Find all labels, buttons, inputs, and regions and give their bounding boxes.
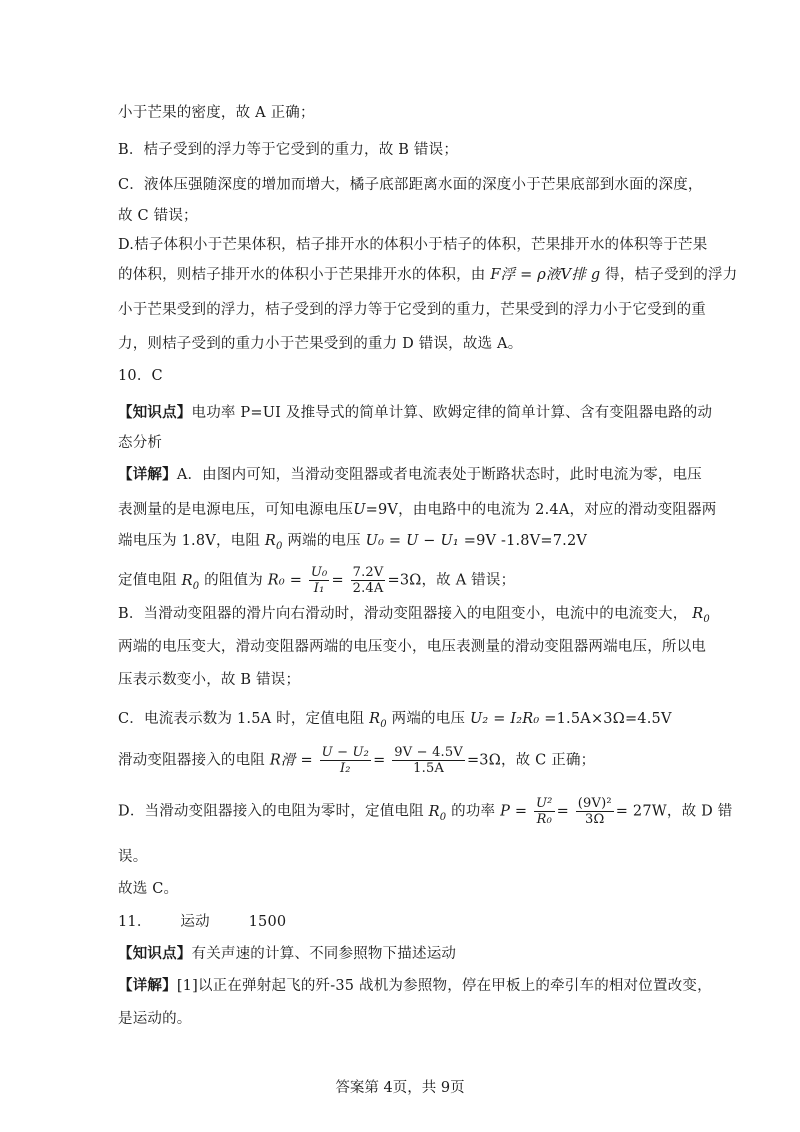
fraction-numerator: U − U₂ xyxy=(321,745,370,760)
text-line xyxy=(118,533,698,552)
text-span: [1]以正在弹射起飞的歼-35 战机为参照物，停在甲板上的牵引车的相对位置改变， xyxy=(176,978,712,994)
math-symbol xyxy=(692,606,710,625)
fraction xyxy=(351,566,386,595)
text-line: 小于芒果的密度，故 A 正确； xyxy=(118,105,315,121)
text-line xyxy=(118,915,698,930)
answer-1: 运动 xyxy=(180,914,210,930)
math-symbol-text: R xyxy=(369,711,381,727)
math-symbol xyxy=(264,533,283,552)
question-number: 10．C xyxy=(118,368,163,384)
math-expression: R滑 = xyxy=(269,752,313,769)
text-span: =9V -1.8V=7.2V xyxy=(463,533,588,549)
text-line: 态分析 xyxy=(118,435,163,451)
text-line xyxy=(118,502,717,518)
fraction-numerator: U² xyxy=(536,796,553,811)
text-line: 故 C 错误； xyxy=(118,208,198,224)
fraction-denominator: 3Ω xyxy=(585,812,605,827)
text-line: D.桔子体积小于芒果体积，桔子排开水的体积小于桔子的体积，芒果排开水的体积等于芒果 xyxy=(118,237,708,253)
math-expression: P = xyxy=(500,803,528,820)
text-span: D．当滑动变阻器接入的电阻为零时，定值电阻 xyxy=(118,803,424,820)
text-span: 两端的电压 xyxy=(391,711,466,727)
fraction-numerator: 7.2V xyxy=(352,565,384,580)
text-line: 两端的电压变大，滑动变阻器两端的电压变小，电压表测量的滑动变阻器两端电压，所以电 xyxy=(118,639,706,655)
text-line: 误。 xyxy=(118,849,148,865)
fraction-denominator: 2.4A xyxy=(352,581,384,596)
math-symbol xyxy=(428,803,447,823)
text-line xyxy=(118,404,713,421)
math-symbol: U xyxy=(353,502,366,518)
text-line: 是运动的。 xyxy=(118,1011,192,1027)
text-span: 的阻值为 xyxy=(204,572,263,589)
fraction xyxy=(392,746,465,775)
subscript: 0 xyxy=(703,613,710,625)
buoyancy-formula: F浮 = ρ液V排 g xyxy=(490,267,601,283)
text-line: 力，则桔子受到的重力小于芒果受到的重力 D 错误，故选 A。 xyxy=(118,336,523,352)
text-span: 得，桔子受到的浮力 xyxy=(605,267,738,283)
text-line: B．桔子受到的浮力等于它受到的重力，故 B 错误； xyxy=(118,142,459,158)
knowledge-label: 【知识点】 xyxy=(118,404,192,421)
text-line: 滑动变阻器接入的电阻 R滑 = $\frac{\text{U − U₂}}{\text{I₂}}$ = $\frac{9V - 4.5V}{1.5A}$ =3Ω，故 C 正确； xyxy=(118,745,596,776)
fraction xyxy=(309,566,330,595)
text-line xyxy=(118,606,710,625)
text-span: =3Ω，故 C 正确； xyxy=(466,752,596,769)
fraction-numerator: U₀ xyxy=(310,565,328,580)
text-span: =1.5A×3Ω=4.5V xyxy=(544,711,672,727)
math-symbol-text: R xyxy=(264,533,276,549)
page-footer: 答案第 4页，共 9页 xyxy=(335,1080,465,1096)
text-line xyxy=(118,466,702,483)
text-line: 故选 C。 xyxy=(118,881,179,897)
text-span: =3Ω，故 A 错误； xyxy=(387,572,516,589)
fraction xyxy=(576,797,614,826)
fraction xyxy=(534,797,555,826)
subscript: 0 xyxy=(380,718,387,730)
math-symbol-text: R xyxy=(428,803,440,820)
answer-2: 1500 xyxy=(248,914,287,930)
math-symbol xyxy=(369,711,387,730)
math-expression: R₀ = xyxy=(267,572,303,589)
subscript: 0 xyxy=(192,580,200,592)
text-span: 两端的电压 xyxy=(287,533,361,549)
text-span: 电功率 P=UI 及推导式的简单计算、欧姆定律的简单计算、含有变阻器电路的动 xyxy=(191,405,713,421)
text-span: 有关声速的计算、不同参照物下描述运动 xyxy=(191,946,457,962)
fraction-numerator: 9V − 4.5V xyxy=(394,745,463,760)
fraction xyxy=(320,746,371,775)
text-span: C．电流表示数为 1.5A 时，定值电阻 xyxy=(118,711,365,727)
fraction-denominator: R₀ xyxy=(536,812,552,827)
text-span: 的体积，则桔子排开水的体积小于芒果排开水的体积，由 xyxy=(118,267,486,283)
text-span: 端电压为 1.8V，电阻 xyxy=(118,533,261,549)
text-line xyxy=(118,947,698,962)
text-line: C．液体压强随深度的增加而增大，橘子底部距离水面的深度小于芒果底部到水面的深度， xyxy=(118,177,703,193)
math-expression: U₂ = I₂R₀ xyxy=(469,711,540,727)
math-symbol-text: R xyxy=(692,606,704,622)
text-line: 定值电阻 $R_0$ 的阻值为 R₀ = $\frac{\text{U₀}}{\text{I₁}}$ = $\frac{7.2V}{2.4A}$ =3Ω，故 A 错误； xyxy=(118,565,516,596)
subscript: 0 xyxy=(439,811,447,823)
text-line: 压表示数变小，故 B 错误； xyxy=(118,672,301,688)
text-span: B．当滑动变阻器的滑片向右滑动时，滑动变阻器接入的电阻变小，电流中的电流变大， xyxy=(118,606,688,622)
text-span: = 27W，故 D 错 xyxy=(615,803,733,820)
text-line xyxy=(118,711,698,730)
text-line: 小于芒果受到的浮力，桔子受到的浮力等于它受到的重力，芒果受到的浮力小于它受到的重 xyxy=(118,302,706,318)
text-line xyxy=(118,977,712,994)
subscript: 0 xyxy=(275,540,283,552)
math-expression: U₀ = U − U₁ xyxy=(365,533,459,549)
math-symbol-text: R xyxy=(181,572,193,589)
text-span: 滑动变阻器接入的电阻 xyxy=(118,752,265,769)
fraction-numerator: (9V)² xyxy=(577,796,612,811)
fraction-denominator: 1.5A xyxy=(413,761,445,776)
detail-label: 【详解】 xyxy=(118,977,177,994)
fraction-denominator: I₂ xyxy=(339,761,351,776)
detail-label: 【详解】 xyxy=(118,466,177,483)
question-number: 11． xyxy=(118,914,152,930)
text-span: 表测量的是电源电压，可知电源电压 xyxy=(118,502,354,518)
fraction-denominator: I₁ xyxy=(313,581,325,596)
text-span: 的功率 xyxy=(451,803,496,820)
text-span: 定值电阻 xyxy=(118,572,177,589)
text-span: =9V，由电路中的电流为 2.4A，对应的滑动变阻器两 xyxy=(365,502,717,518)
knowledge-label: 【知识点】 xyxy=(118,945,192,962)
text-span: A．由图内可知，当滑动变阻器或者电流表处于断路状态时，此时电流为零，电压 xyxy=(176,467,702,483)
text-line xyxy=(118,267,738,283)
math-symbol xyxy=(181,572,200,592)
text-line: D．当滑动变阻器接入的电阻为零时，定值电阻 $R_0$ 的功率 P = $\frac{\text{U²}}{\text{R₀}}$ = $\frac{\text{(9V)²}}{3\Omega}$ = 27W，故 D 错 xyxy=(118,796,733,827)
